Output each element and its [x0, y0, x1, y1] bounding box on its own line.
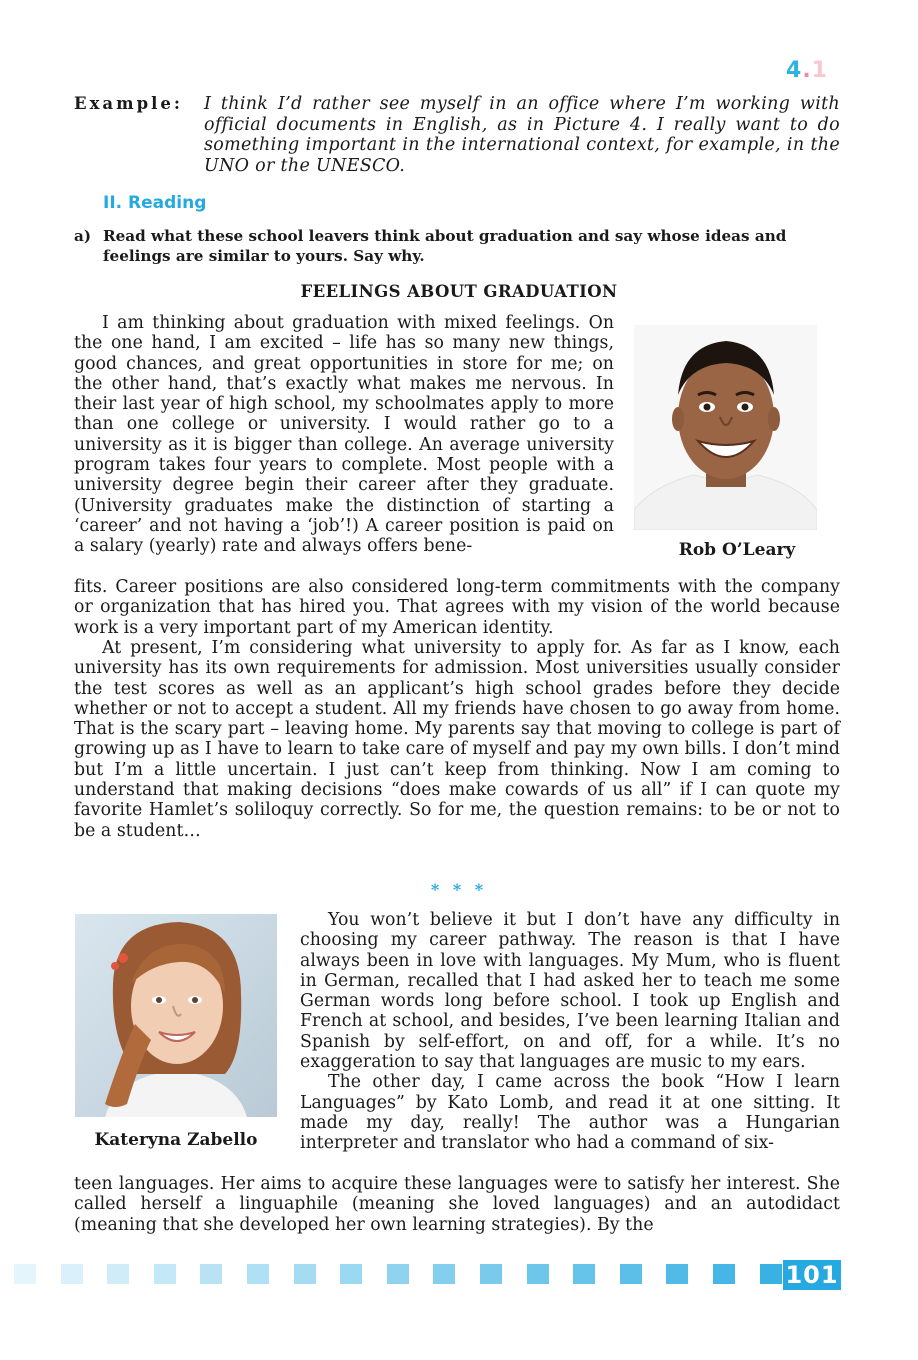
kateryna-caption: Kateryna Zabello	[94, 1130, 258, 1150]
kateryna-portrait-illustration	[75, 914, 277, 1117]
footer-square	[247, 1264, 269, 1284]
footer-square	[573, 1264, 595, 1284]
kateryna-paragraph-2-continued: teen languages. Her aims to acquire these languages were to satisfy her interest. She called herself a linguaphile (meaning she loved languages) and an autodidact (meaning that she developed her own learning strategies). By the	[74, 1174, 840, 1235]
example-text: I think I’d rather see myself in an office where I’m working with official documents in English, as in Picture 4. I really want to do something important in the international context, for example, in the UNO or the UNESCO.	[204, 94, 840, 176]
rob-photo	[634, 325, 817, 530]
footer-square	[294, 1264, 316, 1284]
rob-paragraph-1-continued: fits. Career positions are also considered long-term commitments with the company or organization that has hired you. That agrees with my vision of the world because work is a very important part of my American identity.	[74, 577, 840, 638]
section-separator: * * *	[430, 880, 488, 899]
footer-square	[340, 1264, 362, 1284]
footer-square	[154, 1264, 176, 1284]
rob-paragraph-2: At present, I’m considering what university to apply for. As far as I know, each university has its own requirements for admission. Most universities usually consider the test scores as well as an applicant’s high school grades before they decide whether or not to accept a student. All my friends have chosen to go away from home. That is the scary part – leaving home. My parents say that moving to college is part of growing up as I have to learn to take care of myself and pay my own bills. I don’t mind but I’m a little uncertain. I just can’t keep from thinking. Now I am coming to understand that making decisions “does make cowards of us all” if I can quote my favorite Hamlet’s soliloquy correctly. So for me, the question remains: to be or not to be a student…	[74, 638, 840, 841]
footer-square	[527, 1264, 549, 1284]
task-label: a)	[74, 227, 92, 245]
footer-square	[713, 1264, 735, 1284]
page-number: 101	[783, 1260, 841, 1290]
article-title: FEELINGS ABOUT GRADUATION	[300, 282, 618, 301]
section-number: 4.1	[786, 58, 828, 83]
footer-square	[620, 1264, 642, 1284]
task-text: Read what these school leavers think about graduation and say whose ideas and feelings are similar to yours. Say why.	[103, 227, 787, 265]
kateryna-paragraphs: You won’t believe it but I don’t have any difficulty in choosing my career pathway. The reason is that I have always been in love with languages. My Mum, who is fluent in German, recalled that I had asked her to teach me some German words long before school. I took up English and French at school, and besides, I’ve been learning Italian and Spanish by self-effort, on and off, for a while. It’s no exaggeration to say that languages are music to my ears. The other day, I came across the book “How I learn Languages” by Kato Lomb, and read it at one sitting. It made my day, really! The author was a Hungarian interpreter and translator who had a command of six-	[300, 910, 840, 1154]
footer-square	[760, 1264, 782, 1284]
task-instruction	[74, 226, 840, 266]
footer-square	[107, 1264, 129, 1284]
rob-portrait-illustration	[634, 325, 817, 530]
footer-square	[433, 1264, 455, 1284]
footer-decoration	[0, 1264, 918, 1288]
footer-square	[61, 1264, 83, 1284]
footer-square	[200, 1264, 222, 1284]
footer-square	[387, 1264, 409, 1284]
footer-square	[666, 1264, 688, 1284]
example-label: Example:	[74, 94, 183, 113]
rob-caption: Rob O’Leary	[678, 540, 796, 560]
rob-paragraph-1: I am thinking about graduation with mixed feelings. On the one hand, I am excited – life has so many new things, good chances, and great opportunities in store for me; on the other hand, that’s exactly what makes me nervous. In their last year of high school, my schoolmates apply to more than one college or university. I would rather go to a university as it is bigger than college. An average university program takes four years to complete. Most people with a university degree begin their career after they graduate. (University graduates make the distinction of starting a ‘career’ and not having a ‘job’!) A career position is paid on a salary (yearly) rate and always offers bene-	[74, 313, 614, 557]
example-block	[74, 94, 840, 176]
footer-square	[14, 1264, 36, 1284]
kateryna-photo	[75, 914, 277, 1117]
section-heading: II. Reading	[103, 193, 207, 213]
footer-square	[480, 1264, 502, 1284]
